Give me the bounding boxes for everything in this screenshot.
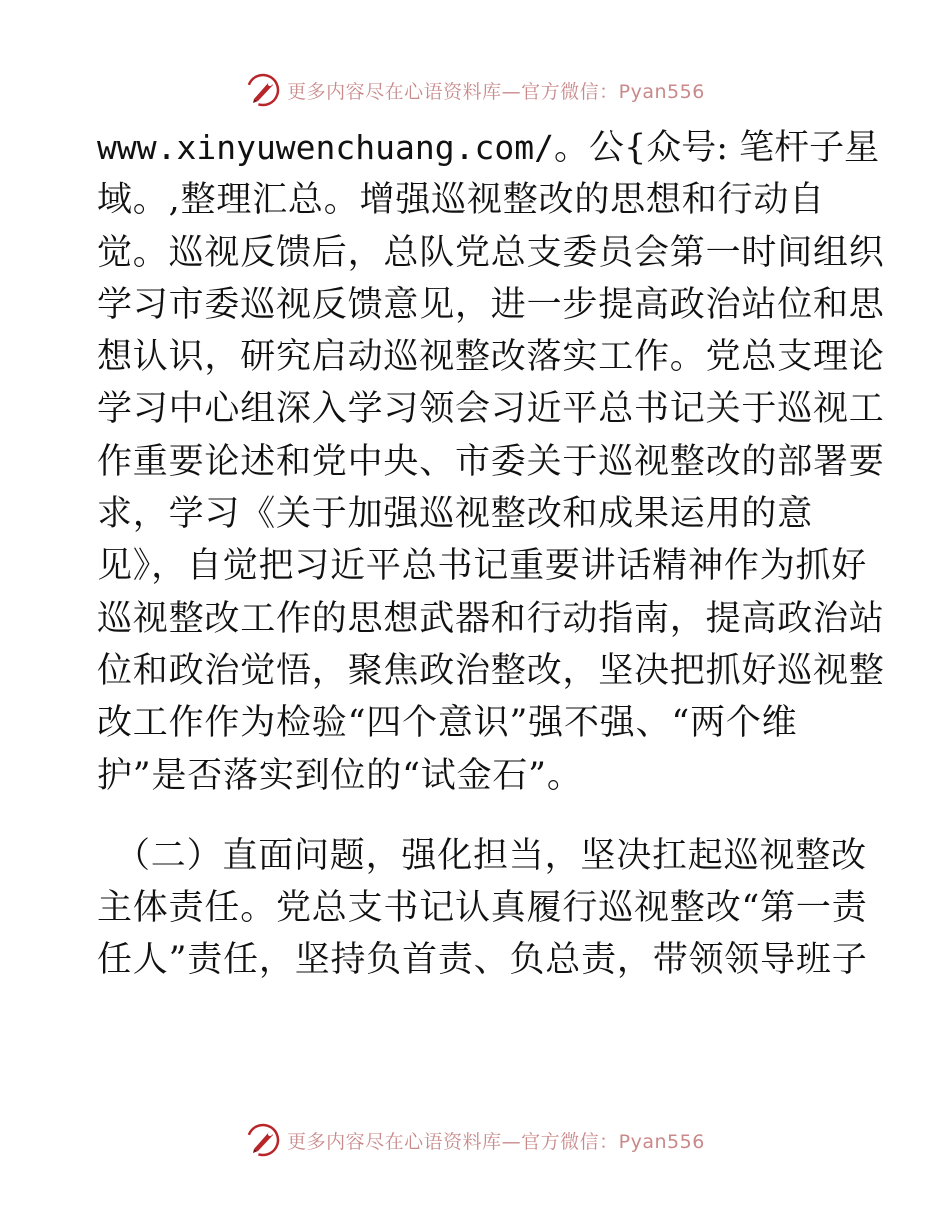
body-line: 见》，自觉把习近平总书记重要讲话精神作为抓好 xyxy=(97,546,868,587)
body-line: 想认识，研究启动巡视整改落实工作。党总支理论 xyxy=(97,337,885,378)
body-line: 护”是否落实到位的“试金石”。 xyxy=(97,755,583,796)
body-line: 觉。巡视反馈后，总队党总支委员会第一时间组织 xyxy=(97,232,885,273)
document-body xyxy=(97,122,885,987)
body-line: 学习市委巡视反馈意见，进一步提高政治站位和思 xyxy=(97,284,885,325)
source-url: www.xinyuwenchuang.com/ xyxy=(97,128,554,167)
pen-logo-icon xyxy=(245,72,281,108)
body-line: 作重要论述和党中央、市委关于巡视整改的部署要 xyxy=(97,441,885,482)
source-url-tail: 。公{众号: 笔杆子星 xyxy=(553,128,880,168)
section-heading-line: （二）直面问题，强化担当，坚决扛起巡视整改 xyxy=(115,835,867,876)
header-watermark-text: 更多内容尽在心语资料库—官方微信：Pyan556 xyxy=(287,80,705,103)
header-watermark xyxy=(0,70,950,110)
body-line: 任人”责任，坚持负首责、负总责，带领领导班子 xyxy=(97,940,868,981)
paragraph-gap xyxy=(97,802,857,830)
pen-logo-icon xyxy=(245,1122,281,1158)
body-line: 巡视整改工作的思想武器和行动指南，提高政治站 xyxy=(97,598,885,639)
body-line: 域。,整理汇总。增强巡视整改的思想和行动自 xyxy=(97,180,825,221)
body-line: 改工作作为检验“四个意识”强不强、“两个维 xyxy=(97,703,798,744)
footer-watermark xyxy=(0,1120,950,1160)
body-line: 求，学习《关于加强巡视整改和成果运用的意 xyxy=(97,494,814,535)
body-line-url xyxy=(97,122,880,174)
body-line: 主体责任。党总支书记认真履行巡视整改“第一责 xyxy=(97,888,868,929)
body-line: 位和政治觉悟，聚焦政治整改，坚决把抓好巡视整 xyxy=(97,650,885,691)
footer-watermark-text: 更多内容尽在心语资料库—官方微信：Pyan556 xyxy=(287,1130,705,1153)
body-line: 学习中心组深入学习领会习近平总书记关于巡视工 xyxy=(97,389,885,430)
